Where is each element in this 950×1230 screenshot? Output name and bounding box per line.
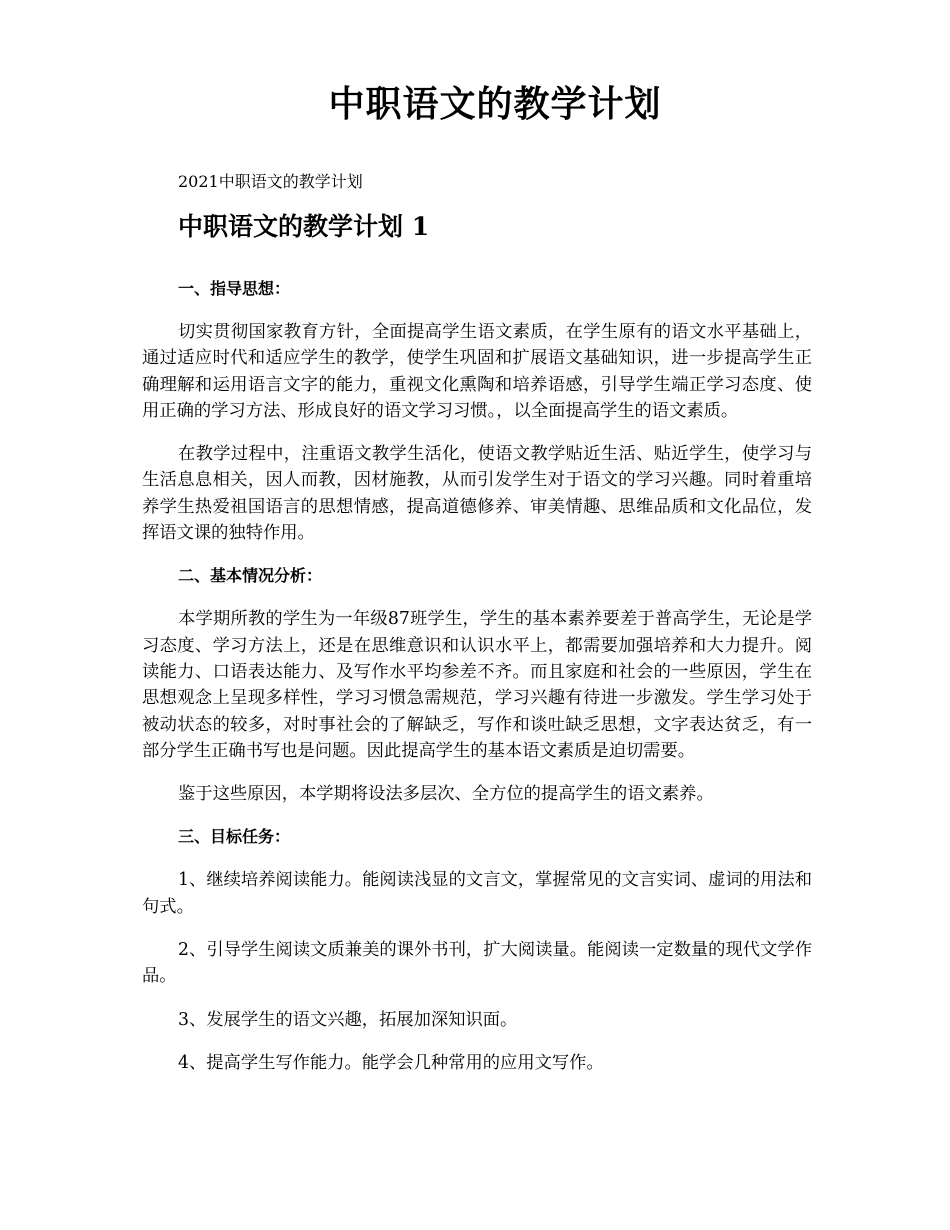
- goal-item: 1、继续培养阅读能力。能阅读浅显的文言文，掌握常见的文言实词、虚词的用法和句式。: [142, 870, 812, 917]
- goal-item: 4、提高学生写作能力。能学会几种常用的应用文写作。: [178, 1052, 604, 1073]
- heading-goals: 三、目标任务：: [178, 827, 291, 847]
- paragraph-guiding-2: 在教学过程中，注重语文教学生活化，使语文教学贴近生活、贴近学生，使学习与生活息息相关，因人而教，因材施教，从而引发学生对于语文的学习兴趣。同时着重培养学生热爱祖国语言的思想情感，提高道德修养、审美情趣、思维品质和文化品位，发挥语文课的独特作用。: [142, 444, 812, 544]
- heading-guiding-ideology: 一、指导思想：: [178, 279, 291, 298]
- goal-item: 2、引导学生阅读文质兼美的课外书刊，扩大阅读量。能阅读一定数量的现代文学作品。: [142, 940, 812, 987]
- section-title: 中职语文的教学计划 1: [178, 212, 430, 241]
- document-subtitle: 2021中职语文的教学计划: [178, 172, 363, 191]
- heading-situation-analysis: 二、基本情况分析：: [178, 566, 323, 586]
- paragraph-guiding-1: 切实贯彻国家教育方针，全面提高学生语文素质，在学生原有的语文水平基础上，通过适应时代和适应学生的教学，使学生巩固和扩展语文基础知识，进一步提高学生正确理解和运用语言文字的能力，重视文化熏陶和培养语感，引导学生端正学习态度、使用正确的学习方法、形成良好的语文学习习惯。，以全面提高学生的语文素质。: [142, 322, 812, 421]
- document-body: [142, 276, 812, 1093]
- goal-item: 3、发展学生的语文兴趣，拓展加深知识面。: [178, 1009, 518, 1030]
- paragraph-analysis-2: 鉴于这些原因，本学期将设法多层次、全方位的提高学生的语文素养。: [178, 784, 714, 805]
- document-title: 中职语文的教学计划: [328, 83, 662, 125]
- paragraph-analysis-1: 本学期所教的学生为一年级87班学生，学生的基本素养要差于普高学生，无论是学习态度、学习方法上，还是在思维意识和认识水平上，都需要加强培养和大力提升。阅读能力、口语表达能力、及写作水平均参差不齐。而且家庭和社会的一些原因，学生在思想观念上呈现多样性，学习习惯急需规范，学习兴趣有待进一步激发。学生学习处于被动状态的较多，对时事社会的了解缺乏，写作和谈吐缺乏思想，文字表达贫乏，有一部分学生正确书写也是问题。因此提高学生的基本语文素质是迫切需要。: [142, 609, 812, 761]
